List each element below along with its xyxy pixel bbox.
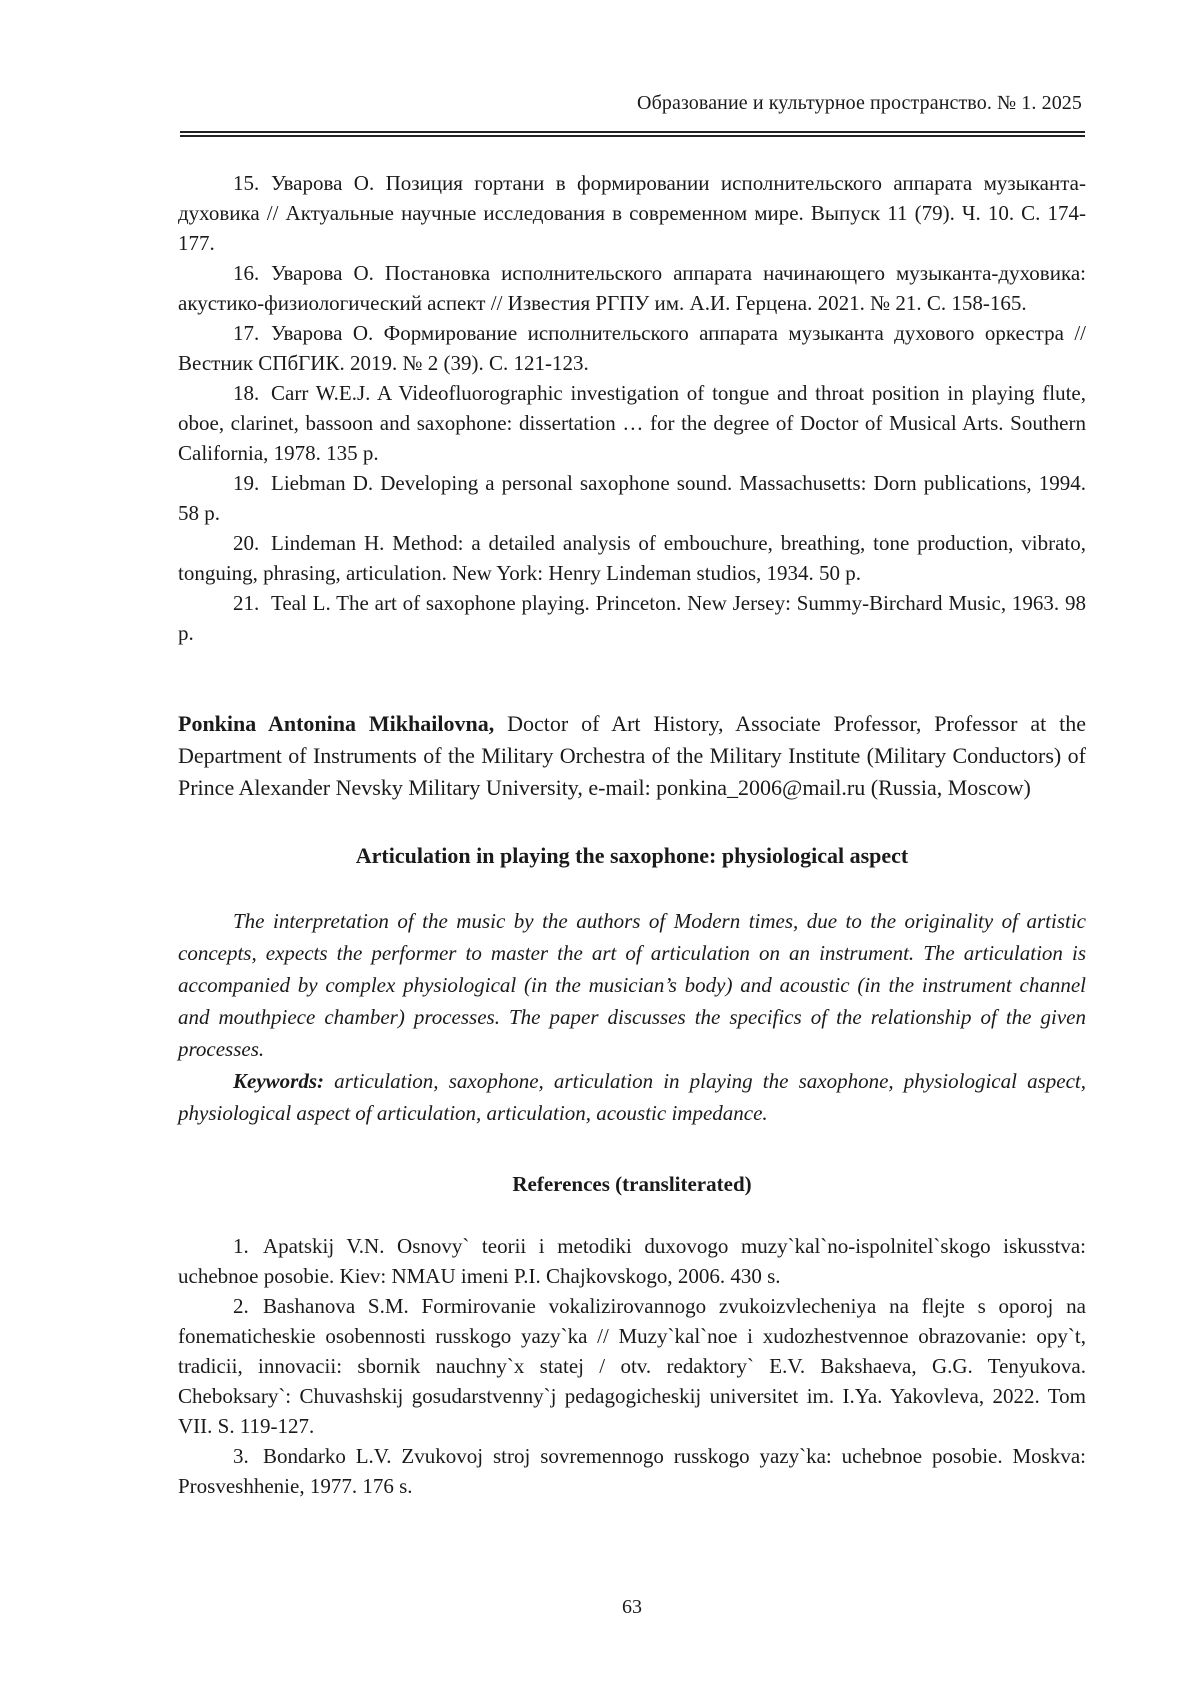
reference-number: 15.	[233, 171, 260, 195]
references-heading: References (transliterated)	[512, 1172, 752, 1196]
reference-text: Уварова О. Позиция гортани в формировании исполнительского аппарата музыканта-духовика // Актуальные научные исследования в современном мире. Выпуск 11 (79). Ч. 10. С. 174-177.	[178, 171, 1086, 255]
page-number: 63	[622, 1596, 642, 1618]
reference-number: 21.	[233, 591, 260, 615]
reference-number: 1.	[233, 1234, 249, 1258]
article-title: Articulation in playing the saxophone: physiological aspect	[355, 843, 909, 868]
reference-item	[178, 1291, 1086, 1441]
reference-item	[178, 588, 1086, 648]
references-continued	[178, 168, 1086, 648]
reference-number: 18.	[233, 381, 260, 405]
reference-text: Apatskij V.N. Osnovy` teorii i metodiki duxovogo muzy`kal`no-ispolnitel`skogo iskusstva: uchebnoe posobie. Kiev: NMAU imeni P.I. Chajkovskogo, 2006. 430 s.	[178, 1234, 1086, 1288]
references-transliterated	[178, 1231, 1086, 1501]
reference-item	[178, 468, 1086, 528]
reference-text: Bashanova S.M. Formirovanie vokalizirovannogo zvukoizvlecheniya na flejte s oporoj na fonematicheskie osobennosti russkogo yazy`ka // Muzy`kal`noe i xudozhestvennoe obrazovanie: opy`t, tradicii, innovacii: sbornik nauchny`x statej / otv. redaktory` E.V. Bakshaeva, G.G. Tenyukova. Cheboksary`: Chuvashskij gosudarstvenny`j pedagogicheskij universitet im. I.Ya. Yakovleva, 2022. Tom VII. S. 119-127.	[178, 1294, 1086, 1438]
author-description: Doctor of Art History, Associate Professor, Professor at the Department of Instruments of the Military Orchestra of the Military Institute (Military Conductors) of Prince Alexander Nevsky Military University, e-mail: ponkina_2006@mail.ru (Russia, Moscow)	[178, 711, 1087, 800]
author-info	[178, 708, 1086, 804]
reference-number: 3.	[233, 1444, 249, 1468]
reference-text: Уварова О. Формирование исполнительского аппарата музыканта духового оркестра // Вестник СПбГИК. 2019. № 2 (39). С. 121-123.	[178, 321, 1086, 375]
reference-number: 20.	[233, 531, 260, 555]
running-header: Образование и культурное пространство. № 1. 2025	[637, 92, 1082, 114]
reference-text: Carr W.E.J. A Videofluorographic investigation of tongue and throat position in playing flute, oboe, clarinet, bassoon and saxophone: dissertation … for the degree of Doctor of Musical Arts. Southern California, 1978. 135 p.	[178, 381, 1086, 465]
reference-item	[178, 258, 1086, 318]
reference-text: Bondarko L.V. Zvukovoj stroj sovremennogo russkogo yazy`ka: uchebnoe posobie. Moskva: Prosveshhenie, 1977. 176 s.	[178, 1444, 1086, 1498]
reference-item	[178, 1441, 1086, 1501]
reference-number: 16.	[233, 261, 260, 285]
abstract-text: The interpretation of the music by the authors of Modern times, due to the originality of artistic concepts, expects the performer to master the art of articulation on an instrument. The articulation is accompanied by complex physiological (in the musician’s body) and acoustic (in the instrument channel and mouthpiece chamber) processes. The paper discusses the specifics of the relationship of the given processes.	[178, 909, 1086, 1061]
reference-item	[178, 378, 1086, 468]
reference-item	[178, 1231, 1086, 1291]
reference-item	[178, 528, 1086, 588]
reference-text: Teal L. The art of saxophone playing. Princeton. New Jersey: Summy-Birchard Music, 1963. 98 p.	[178, 591, 1086, 645]
keywords-label: Keywords:	[233, 1069, 324, 1093]
reference-item	[178, 318, 1086, 378]
author-name: Ponkina Antonina Mikhailovna,	[178, 711, 495, 736]
reference-number: 19.	[233, 471, 260, 495]
reference-text: Lindeman H. Method: a detailed analysis of embouchure, breathing, tone production, vibrato, tonguing, phrasing, articulation. New York: Henry Lindeman studios, 1934. 50 p.	[178, 531, 1086, 585]
reference-item	[178, 168, 1086, 258]
reference-number: 2.	[233, 1294, 249, 1318]
abstract	[178, 905, 1086, 1129]
reference-number: 17.	[233, 321, 260, 345]
keywords	[178, 1065, 1086, 1129]
reference-text: Liebman D. Developing a personal saxophone sound. Massachusetts: Dorn publications, 1994. 58 p.	[178, 471, 1086, 525]
header-double-rule	[180, 131, 1085, 137]
page-content	[178, 168, 1086, 1501]
reference-text: Уварова О. Постановка исполнительского аппарата начинающего музыканта-духовика: акустико-физиологический аспект // Известия РГПУ им. А.И. Герцена. 2021. № 21. С. 158-165.	[178, 261, 1086, 315]
keywords-text: articulation, saxophone, articulation in playing the saxophone, physiological aspect, physiological aspect of articulation, articulation, acoustic impedance.	[178, 1069, 1086, 1125]
